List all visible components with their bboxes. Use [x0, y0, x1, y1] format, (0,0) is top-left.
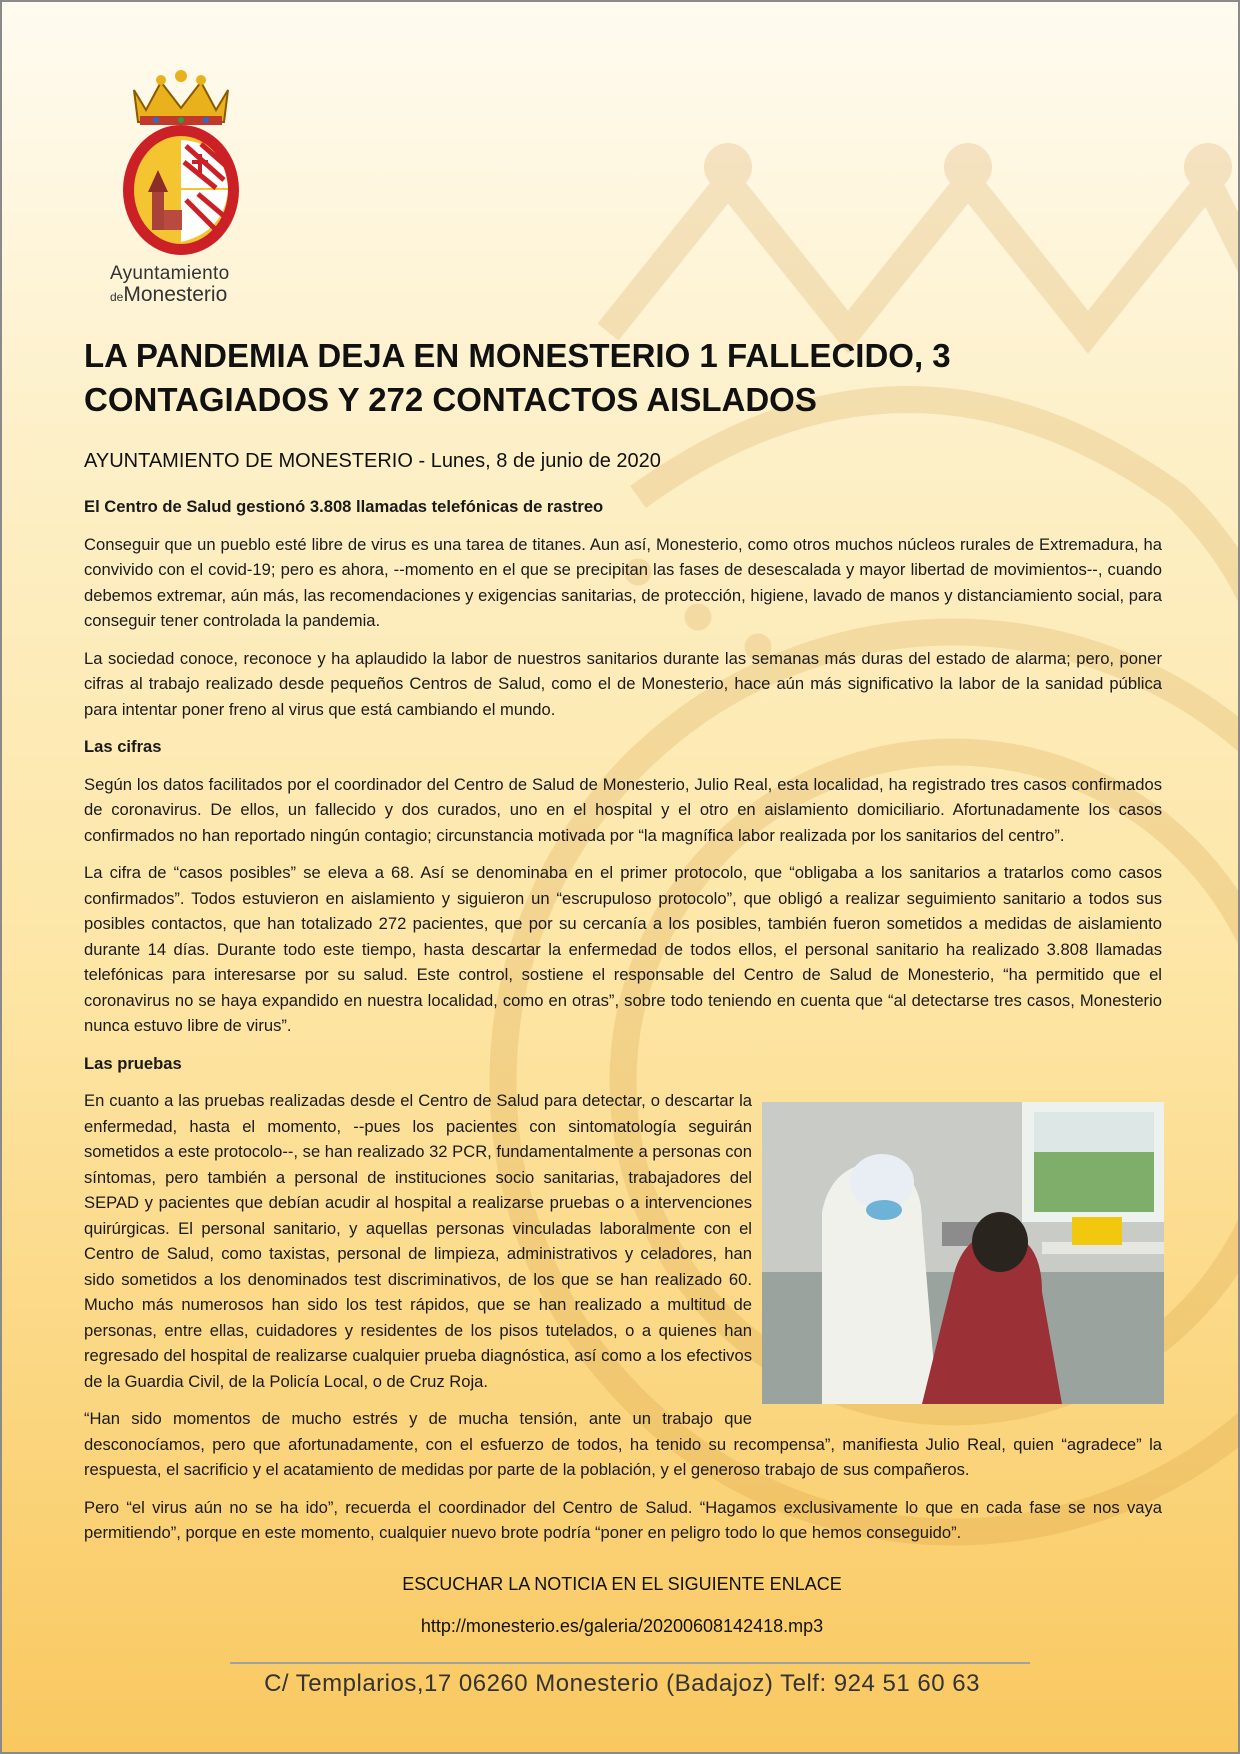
- section-heading-pruebas: Las pruebas: [84, 1053, 182, 1073]
- paragraph-1: Conseguir que un pueblo esté libre de virus es una tarea de titanes. Aun así, Monesterio, como otros muchos núcleos rurales de Extremadura, ha convivido con el covid-19; pero es ahora, --momento en el que se precipitan las fases de desescalada y mayor libertad de movimientos--, cuando debemos extremar, aún más, las recomendaciones y exigencias sanitarias, de protección, higiene, lavado de manos y distanciamiento social, para conseguir tener controlada la pandemia.: [84, 534, 1162, 630]
- footer-address: C/ Templarios,17 06260 Monesterio (Badajoz) Telf: 924 51 60 63: [264, 1670, 980, 1697]
- audio-link[interactable]: http://monesterio.es/galeria/20200608142418.mp3: [420, 1616, 824, 1636]
- health-worker-photo: [762, 1102, 1164, 1404]
- article-title: LA PANDEMIA DEJA EN MONESTERIO 1 FALLECIDO, 3 CONTAGIADOS Y 272 CONTACTOS AISLADOS: [84, 337, 951, 418]
- paragraph-5: En cuanto a las pruebas realizadas desde el Centro de Salud para detectar, o descartar la enfermedad, hasta el momento, --pues los pacientes con sintomatología seguirán sometidos a este protocolo--, se han realizado 32 PCR, fundamentalmente a personas con síntomas, pero también a personal de instituciones socio sanitarias, trabajadores del SEPAD y pacientes que debían acudir al hospital a realizarse pruebas o a intervenciones quirúrgicas. El personal sanitario, y aquellas personas vinculadas laboralmente con el Centro de Salud, como taxistas, personal de limpieza, administrativos y celadores, han sido sometidos a los denominados test discriminativos, de los que se han realizado 60. Mucho más numerosos han sido los test rápidos, que se han realizado a multitud de personas, entre ellas, cuidadores y residentes de los pisos tutelados, o a quienes han regresado del hospital de realizarse cualquier prueba diagnóstica, así como a los efectivos de la Guardia Civil, de la Policía Local, o de Cruz Roja.: [84, 1091, 752, 1391]
- article-subtitle: El Centro de Salud gestionó 3.808 llamadas telefónicas de rastreo: [84, 497, 604, 516]
- paragraph-2: La sociedad conoce, reconoce y ha aplaudido la labor de nuestros sanitarios durante las semanas más duras del estado de alarma; pero, poner cifras al trabajo realizado desde pequeños Centros de Salud, como el de Monesterio, hace aún más significativo la labor de la sanidad pública para intentar poner freno al virus que está cambiando el mundo.: [84, 648, 1162, 719]
- listen-label: ESCUCHAR LA NOTICIA EN EL SIGUIENTE ENLACE: [402, 1574, 842, 1594]
- article-dateline: AYUNTAMIENTO DE MONESTERIO - Lunes, 8 de junio de 2020: [84, 450, 661, 472]
- paragraph-4: La cifra de “casos posibles” se eleva a 68. Así se denominaba en el primer protocolo, que “obligaba a los sanitarios a tratarlos como casos confirmados”. Todos estuvieron en aislamiento y siguieron un “escrupuloso protocolo”, que obligó a realizar seguimiento sanitario a todos sus posibles contactos, que han totalizado 272 pacientes, que por su cercanía a los posibles, también fueron sometidos a medidas de aislamiento durante 14 días. Durante todo este tiempo, hasta descartar la enfermedad de todos ellos, el personal sanitario ha realizado 3.808 llamadas telefónicas para interesarse por su salud. Este control, sostiene el responsable del Centro de Salud de Monesterio, “ha permitido que el coronavirus no se haya expandido en nuestra localidad, como en otras”, sobre todo teniendo en cuenta que “al detectarse tres casos, Monesterio nunca estuvo libre de virus”.: [84, 863, 1162, 1035]
- coat-of-arms-icon: [116, 70, 246, 260]
- article-body: [84, 494, 1162, 1558]
- paragraph-7: Pero “el virus aún no se ha ido”, recuerda el coordinador del Centro de Salud. “Hagamos exclusivamente lo que en cada fase se nos vaya permitiendo”, porque en este momento, cualquier nuevo brote podría “poner en peligro todo lo que hemos conseguido”.: [84, 1497, 1162, 1542]
- paragraph-6: “Han sido momentos de mucho estrés y de mucha tensión, ante un trabajo que desconocíamos, pero que afortunadamente, con el esfuerzo de todos, ha tenido su recompensa”, manifiesta Julio Real, quien “agradece” la respuesta, el sacrificio y el acatamiento de medidas por parte de la población, y el generoso trabajo de sus compañeros.: [84, 1409, 1162, 1479]
- municipal-logo: [110, 70, 250, 306]
- logo-text-ayuntamiento: Ayuntamiento: [110, 263, 230, 284]
- logo-text-monesterio: Monesterio: [123, 282, 228, 306]
- section-heading-cifras: Las cifras: [84, 737, 162, 756]
- logo-text-de: de: [110, 289, 124, 304]
- footer-divider: [230, 1662, 1030, 1664]
- paragraph-3: Según los datos facilitados por el coordinador del Centro de Salud de Monesterio, Julio Real, esta localidad, ha registrado tres casos confirmados de coronavirus. De ellos, un fallecido y dos curados, uno en el hospital y el otro en aislamiento domiciliario. Afortunadamente los casos confirmados no han reportado ningún contagio; circunstancia motivada por “la magnífica labor realizada por los sanitarios del centro”.: [84, 774, 1162, 845]
